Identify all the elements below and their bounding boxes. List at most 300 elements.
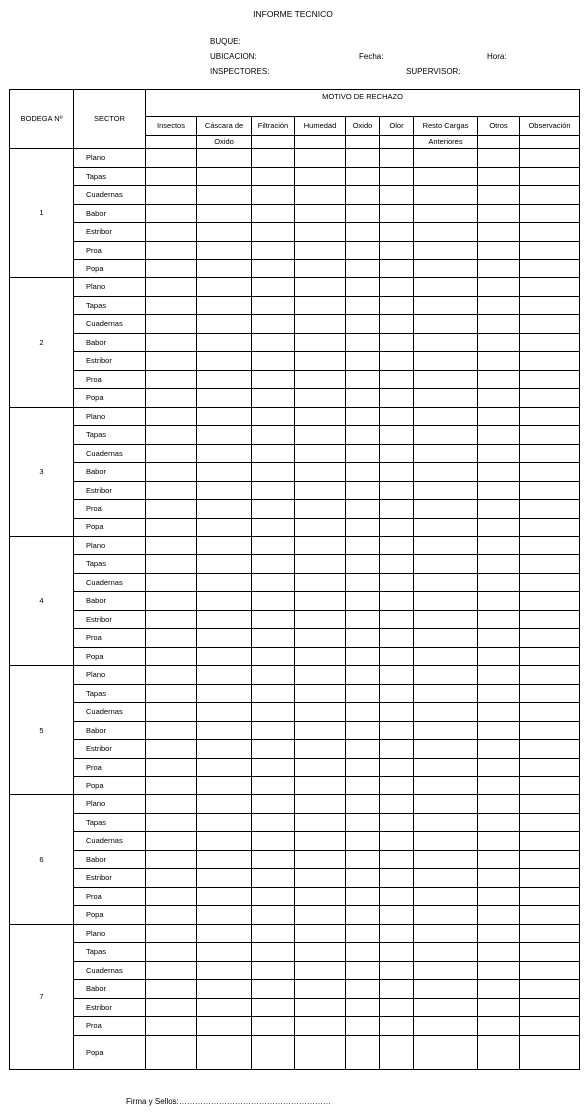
entry-cell[interactable] [520, 610, 580, 629]
entry-cell[interactable] [146, 813, 197, 832]
entry-cell[interactable] [146, 296, 197, 315]
entry-cell[interactable] [414, 721, 478, 740]
entry-cell[interactable] [520, 260, 580, 278]
entry-cell[interactable] [414, 647, 478, 665]
entry-cell[interactable] [295, 352, 346, 371]
entry-cell[interactable] [520, 407, 580, 426]
entry-cell[interactable] [520, 278, 580, 297]
entry-cell[interactable] [197, 241, 252, 260]
entry-cell[interactable] [414, 869, 478, 888]
entry-cell[interactable] [414, 389, 478, 407]
entry-cell[interactable] [295, 518, 346, 536]
entry-cell[interactable] [252, 906, 295, 924]
entry-cell[interactable] [520, 684, 580, 703]
entry-cell[interactable] [252, 629, 295, 648]
entry-cell[interactable] [414, 500, 478, 519]
entry-cell[interactable] [146, 980, 197, 999]
entry-cell[interactable] [295, 278, 346, 297]
entry-cell[interactable] [295, 684, 346, 703]
entry-cell[interactable] [346, 370, 380, 389]
entry-cell[interactable] [295, 333, 346, 352]
entry-cell[interactable] [380, 943, 414, 962]
entry-cell[interactable] [346, 887, 380, 906]
entry-cell[interactable] [252, 536, 295, 555]
entry-cell[interactable] [146, 610, 197, 629]
entry-cell[interactable] [197, 370, 252, 389]
entry-cell[interactable] [380, 241, 414, 260]
entry-cell[interactable] [146, 721, 197, 740]
entry-cell[interactable] [252, 260, 295, 278]
entry-cell[interactable] [146, 666, 197, 685]
entry-cell[interactable] [380, 518, 414, 536]
entry-cell[interactable] [146, 223, 197, 242]
entry-cell[interactable] [252, 777, 295, 795]
entry-cell[interactable] [295, 186, 346, 205]
entry-cell[interactable] [295, 426, 346, 445]
entry-cell[interactable] [414, 204, 478, 223]
entry-cell[interactable] [252, 684, 295, 703]
entry-cell[interactable] [252, 426, 295, 445]
entry-cell[interactable] [346, 943, 380, 962]
entry-cell[interactable] [197, 1017, 252, 1036]
entry-cell[interactable] [197, 740, 252, 759]
entry-cell[interactable] [295, 703, 346, 722]
entry-cell[interactable] [414, 407, 478, 426]
entry-cell[interactable] [380, 795, 414, 814]
entry-cell[interactable] [414, 943, 478, 962]
entry-cell[interactable] [197, 666, 252, 685]
entry-cell[interactable] [146, 740, 197, 759]
entry-cell[interactable] [380, 186, 414, 205]
entry-cell[interactable] [252, 444, 295, 463]
entry-cell[interactable] [252, 167, 295, 186]
entry-cell[interactable] [146, 924, 197, 943]
entry-cell[interactable] [295, 296, 346, 315]
entry-cell[interactable] [478, 740, 520, 759]
entry-cell[interactable] [478, 703, 520, 722]
entry-cell[interactable] [252, 647, 295, 665]
entry-cell[interactable] [478, 869, 520, 888]
entry-cell[interactable] [520, 333, 580, 352]
entry-cell[interactable] [252, 998, 295, 1017]
entry-cell[interactable] [380, 315, 414, 334]
entry-cell[interactable] [380, 666, 414, 685]
entry-cell[interactable] [414, 444, 478, 463]
entry-cell[interactable] [295, 149, 346, 168]
entry-cell[interactable] [380, 906, 414, 924]
entry-cell[interactable] [520, 850, 580, 869]
entry-cell[interactable] [478, 924, 520, 943]
entry-cell[interactable] [520, 426, 580, 445]
entry-cell[interactable] [380, 370, 414, 389]
entry-cell[interactable] [197, 1035, 252, 1069]
entry-cell[interactable] [478, 684, 520, 703]
entry-cell[interactable] [346, 500, 380, 519]
entry-cell[interactable] [197, 869, 252, 888]
entry-cell[interactable] [252, 758, 295, 777]
entry-cell[interactable] [295, 795, 346, 814]
entry-cell[interactable] [146, 906, 197, 924]
entry-cell[interactable] [380, 1035, 414, 1069]
entry-cell[interactable] [414, 666, 478, 685]
entry-cell[interactable] [197, 389, 252, 407]
entry-cell[interactable] [520, 444, 580, 463]
entry-cell[interactable] [146, 703, 197, 722]
entry-cell[interactable] [197, 629, 252, 648]
entry-cell[interactable] [346, 555, 380, 574]
entry-cell[interactable] [252, 666, 295, 685]
entry-cell[interactable] [252, 555, 295, 574]
entry-cell[interactable] [380, 758, 414, 777]
entry-cell[interactable] [146, 887, 197, 906]
entry-cell[interactable] [346, 333, 380, 352]
entry-cell[interactable] [252, 832, 295, 851]
entry-cell[interactable] [346, 573, 380, 592]
entry-cell[interactable] [346, 795, 380, 814]
entry-cell[interactable] [252, 500, 295, 519]
entry-cell[interactable] [346, 703, 380, 722]
entry-cell[interactable] [478, 149, 520, 168]
entry-cell[interactable] [252, 961, 295, 980]
entry-cell[interactable] [252, 813, 295, 832]
entry-cell[interactable] [346, 832, 380, 851]
entry-cell[interactable] [197, 777, 252, 795]
entry-cell[interactable] [146, 426, 197, 445]
entry-cell[interactable] [146, 389, 197, 407]
entry-cell[interactable] [252, 296, 295, 315]
entry-cell[interactable] [520, 481, 580, 500]
entry-cell[interactable] [197, 481, 252, 500]
entry-cell[interactable] [252, 241, 295, 260]
entry-cell[interactable] [146, 555, 197, 574]
entry-cell[interactable] [146, 777, 197, 795]
entry-cell[interactable] [252, 703, 295, 722]
entry-cell[interactable] [197, 426, 252, 445]
entry-cell[interactable] [252, 924, 295, 943]
entry-cell[interactable] [346, 980, 380, 999]
entry-cell[interactable] [520, 204, 580, 223]
entry-cell[interactable] [346, 813, 380, 832]
entry-cell[interactable] [346, 924, 380, 943]
entry-cell[interactable] [197, 961, 252, 980]
entry-cell[interactable] [146, 795, 197, 814]
entry-cell[interactable] [346, 592, 380, 611]
entry-cell[interactable] [252, 1017, 295, 1036]
entry-cell[interactable] [520, 536, 580, 555]
entry-cell[interactable] [380, 961, 414, 980]
entry-cell[interactable] [478, 407, 520, 426]
entry-cell[interactable] [478, 629, 520, 648]
entry-cell[interactable] [520, 943, 580, 962]
entry-cell[interactable] [380, 481, 414, 500]
entry-cell[interactable] [380, 980, 414, 999]
entry-cell[interactable] [380, 260, 414, 278]
entry-cell[interactable] [146, 536, 197, 555]
entry-cell[interactable] [380, 444, 414, 463]
entry-cell[interactable] [414, 149, 478, 168]
entry-cell[interactable] [252, 352, 295, 371]
entry-cell[interactable] [520, 721, 580, 740]
entry-cell[interactable] [346, 758, 380, 777]
entry-cell[interactable] [146, 241, 197, 260]
entry-cell[interactable] [520, 370, 580, 389]
entry-cell[interactable] [520, 832, 580, 851]
entry-cell[interactable] [520, 813, 580, 832]
entry-cell[interactable] [520, 647, 580, 665]
entry-cell[interactable] [380, 832, 414, 851]
entry-cell[interactable] [295, 961, 346, 980]
entry-cell[interactable] [295, 666, 346, 685]
entry-cell[interactable] [346, 850, 380, 869]
entry-cell[interactable] [295, 1035, 346, 1069]
entry-cell[interactable] [414, 536, 478, 555]
entry-cell[interactable] [346, 1035, 380, 1069]
entry-cell[interactable] [380, 647, 414, 665]
entry-cell[interactable] [380, 610, 414, 629]
entry-cell[interactable] [520, 869, 580, 888]
entry-cell[interactable] [346, 998, 380, 1017]
entry-cell[interactable] [380, 592, 414, 611]
entry-cell[interactable] [414, 961, 478, 980]
entry-cell[interactable] [414, 555, 478, 574]
entry-cell[interactable] [414, 832, 478, 851]
entry-cell[interactable] [380, 629, 414, 648]
entry-cell[interactable] [295, 573, 346, 592]
entry-cell[interactable] [520, 223, 580, 242]
entry-cell[interactable] [380, 721, 414, 740]
entry-cell[interactable] [520, 758, 580, 777]
entry-cell[interactable] [520, 241, 580, 260]
entry-cell[interactable] [295, 998, 346, 1017]
entry-cell[interactable] [197, 924, 252, 943]
entry-cell[interactable] [197, 518, 252, 536]
entry-cell[interactable] [414, 906, 478, 924]
entry-cell[interactable] [414, 260, 478, 278]
entry-cell[interactable] [414, 629, 478, 648]
entry-cell[interactable] [146, 370, 197, 389]
entry-cell[interactable] [380, 167, 414, 186]
entry-cell[interactable] [252, 573, 295, 592]
entry-cell[interactable] [146, 647, 197, 665]
entry-cell[interactable] [414, 463, 478, 482]
entry-cell[interactable] [478, 500, 520, 519]
entry-cell[interactable] [380, 740, 414, 759]
entry-cell[interactable] [380, 684, 414, 703]
entry-cell[interactable] [295, 463, 346, 482]
entry-cell[interactable] [380, 536, 414, 555]
entry-cell[interactable] [414, 278, 478, 297]
entry-cell[interactable] [252, 980, 295, 999]
entry-cell[interactable] [197, 943, 252, 962]
entry-cell[interactable] [146, 850, 197, 869]
entry-cell[interactable] [414, 1017, 478, 1036]
entry-cell[interactable] [380, 463, 414, 482]
entry-cell[interactable] [197, 592, 252, 611]
entry-cell[interactable] [478, 167, 520, 186]
entry-cell[interactable] [478, 296, 520, 315]
entry-cell[interactable] [295, 370, 346, 389]
entry-cell[interactable] [252, 1035, 295, 1069]
entry-cell[interactable] [478, 278, 520, 297]
entry-cell[interactable] [295, 610, 346, 629]
entry-cell[interactable] [346, 463, 380, 482]
entry-cell[interactable] [520, 149, 580, 168]
entry-cell[interactable] [252, 204, 295, 223]
entry-cell[interactable] [380, 924, 414, 943]
entry-cell[interactable] [197, 536, 252, 555]
entry-cell[interactable] [295, 629, 346, 648]
entry-cell[interactable] [252, 481, 295, 500]
entry-cell[interactable] [478, 647, 520, 665]
entry-cell[interactable] [414, 333, 478, 352]
entry-cell[interactable] [346, 149, 380, 168]
entry-cell[interactable] [197, 463, 252, 482]
entry-cell[interactable] [478, 241, 520, 260]
entry-cell[interactable] [520, 296, 580, 315]
entry-cell[interactable] [346, 610, 380, 629]
entry-cell[interactable] [478, 370, 520, 389]
entry-cell[interactable] [414, 980, 478, 999]
entry-cell[interactable] [380, 777, 414, 795]
entry-cell[interactable] [146, 463, 197, 482]
entry-cell[interactable] [520, 592, 580, 611]
entry-cell[interactable] [295, 167, 346, 186]
entry-cell[interactable] [295, 647, 346, 665]
entry-cell[interactable] [520, 777, 580, 795]
entry-cell[interactable] [295, 555, 346, 574]
entry-cell[interactable] [252, 887, 295, 906]
entry-cell[interactable] [197, 444, 252, 463]
entry-cell[interactable] [346, 647, 380, 665]
entry-cell[interactable] [478, 998, 520, 1017]
entry-cell[interactable] [346, 629, 380, 648]
entry-cell[interactable] [197, 906, 252, 924]
entry-cell[interactable] [346, 869, 380, 888]
entry-cell[interactable] [380, 149, 414, 168]
entry-cell[interactable] [197, 850, 252, 869]
entry-cell[interactable] [414, 610, 478, 629]
entry-cell[interactable] [478, 444, 520, 463]
entry-cell[interactable] [478, 592, 520, 611]
entry-cell[interactable] [380, 869, 414, 888]
entry-cell[interactable] [478, 223, 520, 242]
entry-cell[interactable] [295, 850, 346, 869]
entry-cell[interactable] [295, 906, 346, 924]
entry-cell[interactable] [520, 629, 580, 648]
entry-cell[interactable] [146, 869, 197, 888]
entry-cell[interactable] [380, 426, 414, 445]
entry-cell[interactable] [295, 924, 346, 943]
entry-cell[interactable] [414, 370, 478, 389]
entry-cell[interactable] [520, 924, 580, 943]
entry-cell[interactable] [478, 573, 520, 592]
entry-cell[interactable] [295, 481, 346, 500]
entry-cell[interactable] [197, 980, 252, 999]
entry-cell[interactable] [146, 832, 197, 851]
entry-cell[interactable] [197, 832, 252, 851]
entry-cell[interactable] [380, 703, 414, 722]
entry-cell[interactable] [478, 961, 520, 980]
entry-cell[interactable] [346, 389, 380, 407]
entry-cell[interactable] [520, 315, 580, 334]
entry-cell[interactable] [295, 813, 346, 832]
entry-cell[interactable] [146, 500, 197, 519]
entry-cell[interactable] [414, 740, 478, 759]
entry-cell[interactable] [414, 481, 478, 500]
entry-cell[interactable] [252, 795, 295, 814]
entry-cell[interactable] [252, 740, 295, 759]
entry-cell[interactable] [414, 592, 478, 611]
entry-cell[interactable] [197, 167, 252, 186]
entry-cell[interactable] [414, 850, 478, 869]
entry-cell[interactable] [520, 1035, 580, 1069]
entry-cell[interactable] [197, 555, 252, 574]
entry-cell[interactable] [146, 961, 197, 980]
entry-cell[interactable] [146, 1035, 197, 1069]
entry-cell[interactable] [295, 869, 346, 888]
entry-cell[interactable] [197, 610, 252, 629]
entry-cell[interactable] [478, 813, 520, 832]
entry-cell[interactable] [478, 333, 520, 352]
entry-cell[interactable] [197, 315, 252, 334]
entry-cell[interactable] [380, 389, 414, 407]
entry-cell[interactable] [197, 998, 252, 1017]
entry-cell[interactable] [520, 167, 580, 186]
entry-cell[interactable] [295, 223, 346, 242]
entry-cell[interactable] [197, 795, 252, 814]
entry-cell[interactable] [478, 666, 520, 685]
entry-cell[interactable] [346, 352, 380, 371]
entry-cell[interactable] [520, 555, 580, 574]
entry-cell[interactable] [478, 721, 520, 740]
entry-cell[interactable] [252, 389, 295, 407]
entry-cell[interactable] [520, 961, 580, 980]
entry-cell[interactable] [478, 850, 520, 869]
entry-cell[interactable] [478, 315, 520, 334]
entry-cell[interactable] [346, 296, 380, 315]
entry-cell[interactable] [520, 352, 580, 371]
entry-cell[interactable] [252, 850, 295, 869]
entry-cell[interactable] [295, 887, 346, 906]
entry-cell[interactable] [414, 352, 478, 371]
entry-cell[interactable] [520, 518, 580, 536]
entry-cell[interactable] [478, 204, 520, 223]
entry-cell[interactable] [295, 407, 346, 426]
entry-cell[interactable] [478, 610, 520, 629]
entry-cell[interactable] [380, 278, 414, 297]
entry-cell[interactable] [252, 315, 295, 334]
entry-cell[interactable] [478, 536, 520, 555]
entry-cell[interactable] [380, 352, 414, 371]
entry-cell[interactable] [380, 296, 414, 315]
entry-cell[interactable] [197, 647, 252, 665]
entry-cell[interactable] [478, 518, 520, 536]
entry-cell[interactable] [520, 389, 580, 407]
entry-cell[interactable] [295, 592, 346, 611]
entry-cell[interactable] [380, 573, 414, 592]
entry-cell[interactable] [197, 703, 252, 722]
entry-cell[interactable] [380, 998, 414, 1017]
entry-cell[interactable] [520, 500, 580, 519]
entry-cell[interactable] [252, 278, 295, 297]
entry-cell[interactable] [295, 758, 346, 777]
entry-cell[interactable] [414, 1035, 478, 1069]
entry-cell[interactable] [380, 500, 414, 519]
entry-cell[interactable] [478, 186, 520, 205]
entry-cell[interactable] [197, 813, 252, 832]
entry-cell[interactable] [252, 592, 295, 611]
entry-cell[interactable] [380, 850, 414, 869]
